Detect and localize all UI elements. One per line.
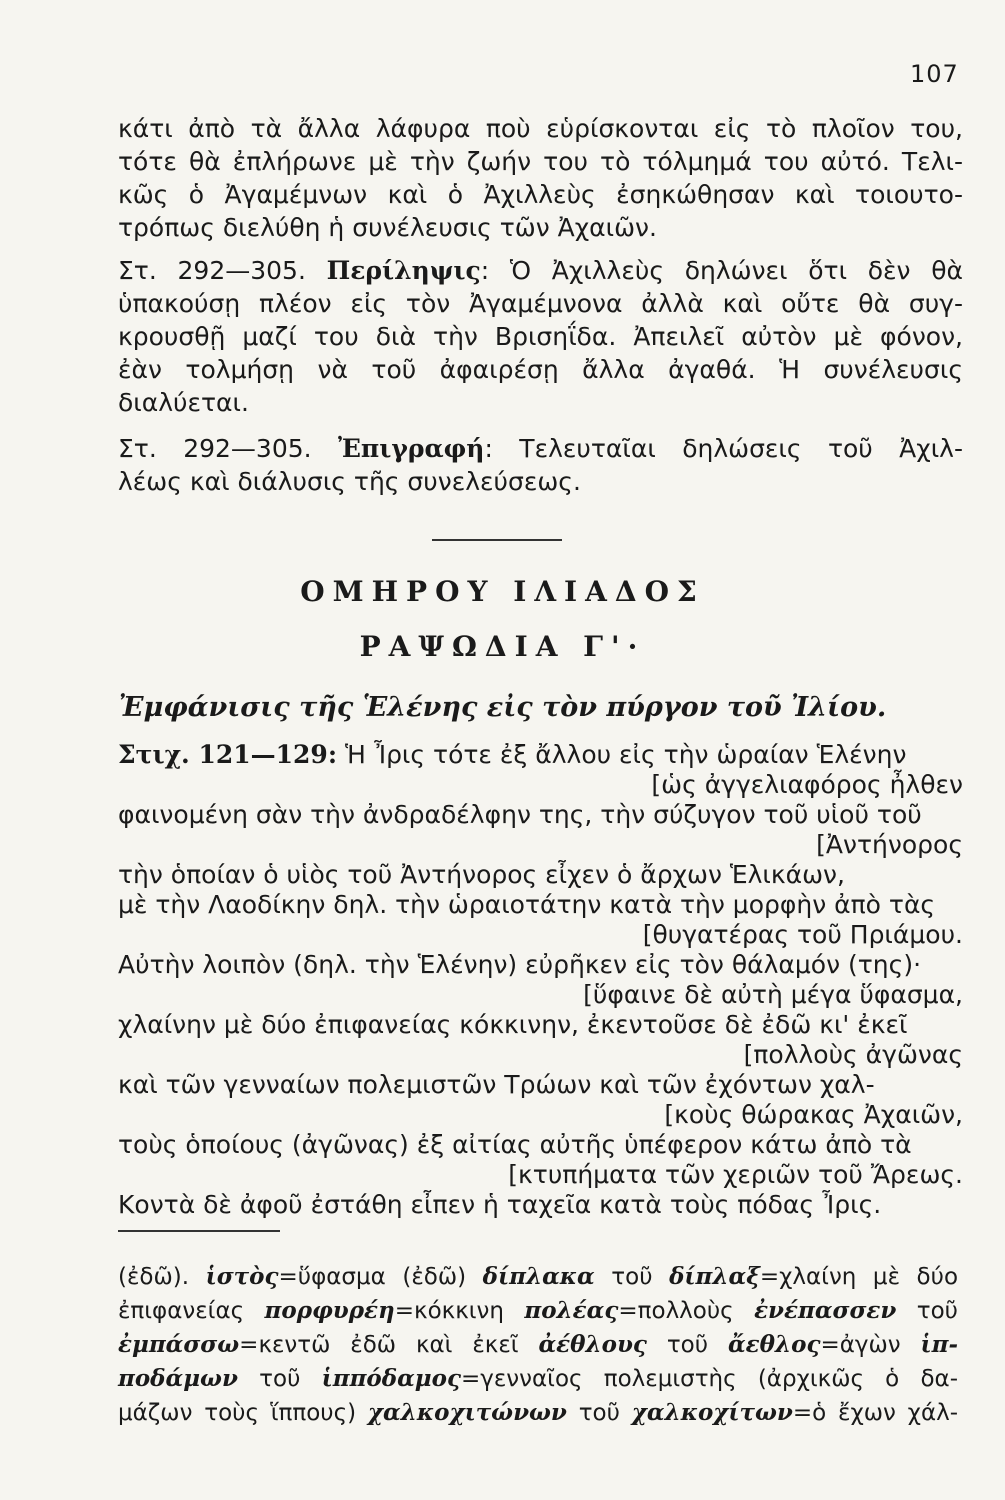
page-number: 107 — [910, 60, 959, 88]
text-line: κάτι ἀπὸ τὰ ἄλλα λάφυρα ποὺ εὑρίσκονται εἰς τὸ πλοῖον του, — [118, 114, 963, 143]
book-title: ΡΑΨΩΔΙΑ Γ'· — [359, 630, 646, 663]
verse-range-label: Στιχ. 121—129: — [118, 740, 338, 769]
summary-label: Περίληψις — [326, 256, 481, 285]
verse-continuation: [ὡς ἀγγελιαφόρος ἦλθεν — [651, 770, 963, 799]
footnote-line — [118, 1260, 958, 1294]
verse-continuation: [κοὺς θώρακας Ἀχαιῶν, — [664, 1100, 963, 1129]
greek-term: δίπλακα — [482, 1263, 595, 1290]
text-fragment: τοῦ — [578, 1400, 620, 1426]
greek-term: πολέας — [524, 1297, 619, 1324]
section-subtitle: Ἐμφάνισις τῆς Ἑλένης εἰς τὸν πύργον τοῦ Ἰλίου. — [118, 692, 887, 723]
verse-line: Κοντὰ δὲ ἀφοῦ ἐστάθη εἶπεν ἡ ταχεῖα κατὰ τοὺς πόδας Ἶρις. — [118, 1190, 882, 1219]
footnote-line — [118, 1328, 958, 1362]
text-fragment: =ὁ ἔχων χάλ- — [792, 1400, 959, 1426]
verse-line: τοὺς ὁποίους (ἀγῶνας) ἐξ αἰτίας αὐτῆς ὑπέφερον κάτω ἀπὸ τὰ — [118, 1130, 912, 1159]
text-fragment: =ὕφασμα (ἐδῶ) — [278, 1264, 467, 1290]
verse-continuation: [κτυπήματα τῶν χεριῶν τοῦ Ἄρεως. — [508, 1160, 963, 1189]
verse-line: μὲ τὴν Λαοδίκην δηλ. τὴν ὡραιοτάτην κατὰ τὴν μορφὴν ἀπὸ τὰς — [118, 890, 936, 919]
verse-line: καὶ τῶν γενναίων πολεμιστῶν Τρώων καὶ τῶν ἐχόντων χαλ- — [118, 1070, 875, 1099]
verse-continuation: [πολλοὺς ἀγῶνας — [743, 1040, 963, 1069]
verse-line: Αὐτὴν λοιπὸν (δηλ. τὴν Ἑλένην) εὐρῆκεν εἰς τὸν θάλαμόν (της)· — [118, 950, 922, 979]
verse-line — [118, 740, 963, 770]
text-fragment: =κεντῶ ἐδῶ καὶ ἐκεῖ — [239, 1332, 519, 1358]
greek-term: ἱπ- — [920, 1331, 959, 1358]
verse-text: Ἡ Ἶρις τότε ἐξ ἄλλου εἰς τὴν ὡραίαν Ἑλένην — [345, 740, 907, 769]
section-divider — [432, 539, 562, 541]
text-line: ὑπακούσῃ πλέον εἰς τὸν Ἀγαμέμνονα ἀλλὰ καὶ οὔτε θὰ συγ- — [118, 289, 963, 318]
text-line: διαλύεται. — [118, 388, 249, 417]
text-fragment: (ἐδῶ). — [118, 1264, 190, 1290]
greek-term: χαλκοχίτων — [631, 1399, 793, 1426]
footnote-line — [118, 1294, 958, 1328]
greek-term: ἱππόδαμος — [321, 1365, 461, 1392]
epigraph-label: Ἐπιγραφή — [337, 434, 485, 463]
footnote-line — [118, 1362, 958, 1396]
text-fragment: μάζων τοὺς ἵππους) — [118, 1400, 357, 1426]
greek-term: δίπλαξ — [669, 1263, 760, 1290]
greek-term: πορφυρέη — [264, 1297, 395, 1324]
verse-continuation: [θυγατέρας τοῦ Πριάμου. — [642, 920, 963, 949]
text-fragment: =κόκκινη — [394, 1298, 504, 1324]
work-title: ΟΜΗΡΟΥ ΙΛΙΑΔΟΣ — [300, 575, 705, 608]
text-line — [118, 254, 963, 287]
greek-term: ἀέθλους — [538, 1331, 647, 1358]
text-line: λέως καὶ διάλυσις τῆς συνελεύσεως. — [118, 467, 581, 496]
text-line: ἐὰν τολμήσῃ νὰ τοῦ ἀφαιρέσῃ ἄλλα ἀγαθά. Ἡ συνέλευσις — [118, 355, 963, 384]
text-fragment: =χλαίνη μὲ δύο — [759, 1264, 959, 1290]
greek-term: χαλκοχιτώνων — [367, 1399, 567, 1426]
greek-term: ποδάμων — [118, 1365, 238, 1392]
text-fragment: τοῦ — [916, 1298, 958, 1324]
verse-reference: Στ. 292—305. — [118, 434, 312, 463]
greek-term: ἐμπάσσω — [118, 1331, 240, 1358]
verse-line: χλαίνην μὲ δύο ἐπιφανείας κόκκινην, ἐκεντοῦσε δὲ ἐδῶ κι' ἐκεῖ — [118, 1010, 908, 1039]
text-fragment: =γενναῖος πολεμιστὴς (ἀρχικῶς ὁ δα- — [460, 1366, 959, 1392]
summary-paragraph — [118, 254, 963, 419]
epigraph-paragraph — [118, 432, 963, 498]
text-fragment: =πολλοὺς — [618, 1298, 734, 1324]
text-fragment: ἐπιφανείας — [118, 1298, 245, 1324]
text-line: κῶς ὁ Ἀγαμέμνων καὶ ὁ Ἀχιλλεὺς ἐσηκώθησαν καὶ τοιουτο- — [118, 180, 963, 209]
text-line — [118, 432, 963, 465]
footnote-glossary — [118, 1260, 958, 1430]
text-fragment: =ἀγὼν — [820, 1332, 901, 1358]
greek-term: ἱστὸς — [205, 1263, 279, 1290]
verse-reference: Στ. 292—305. — [118, 256, 306, 285]
verse-line: φαινομένη σὰν τὴν ἀνδραδέλφην της, τὴν σύζυγον τοῦ υἱοῦ τοῦ — [118, 800, 922, 829]
verse-translation — [118, 740, 963, 1220]
verse-continuation: [Ἀντήνορος — [816, 830, 963, 859]
text-fragment: τοῦ — [666, 1332, 709, 1358]
footnote-line — [118, 1396, 958, 1430]
text-fragment: : Τελευταῖαι δηλώσεις τοῦ Ἀχιλ- — [484, 434, 963, 463]
text-fragment: : Ὁ Ἀχιλλεὺς δηλώνει ὅτι δὲν θὰ — [480, 256, 963, 285]
greek-term: ἐνέπασσεν — [754, 1297, 897, 1324]
paragraph-continuation — [118, 112, 963, 244]
text-line: κρουσθῇ μαζί του διὰ τὴν Βρισηΐδα. Ἀπειλεῖ αὐτὸν μὲ φόνον, — [118, 322, 963, 351]
text-fragment: τοῦ — [259, 1366, 301, 1392]
text-line: τότε θὰ ἐπλήρωνε μὲ τὴν ζωήν του τὸ τόλμημά του αὐτό. Τελι- — [118, 147, 963, 176]
text-fragment: τοῦ — [611, 1264, 653, 1290]
verse-continuation: [ὕφαινε δὲ αὐτὴ μέγα ὕφασμα, — [583, 980, 963, 1009]
footnote-rule — [118, 1230, 280, 1232]
text-line: τρόπως διελύθη ἡ συνέλευσις τῶν Ἀχαιῶν. — [118, 213, 657, 242]
verse-line: τὴν ὁποίαν ὁ υἱὸς τοῦ Ἀντήνορος εἶχεν ὁ ἄρχων Ἑλικάων, — [118, 860, 845, 889]
greek-term: ἄεθλος — [727, 1331, 821, 1358]
